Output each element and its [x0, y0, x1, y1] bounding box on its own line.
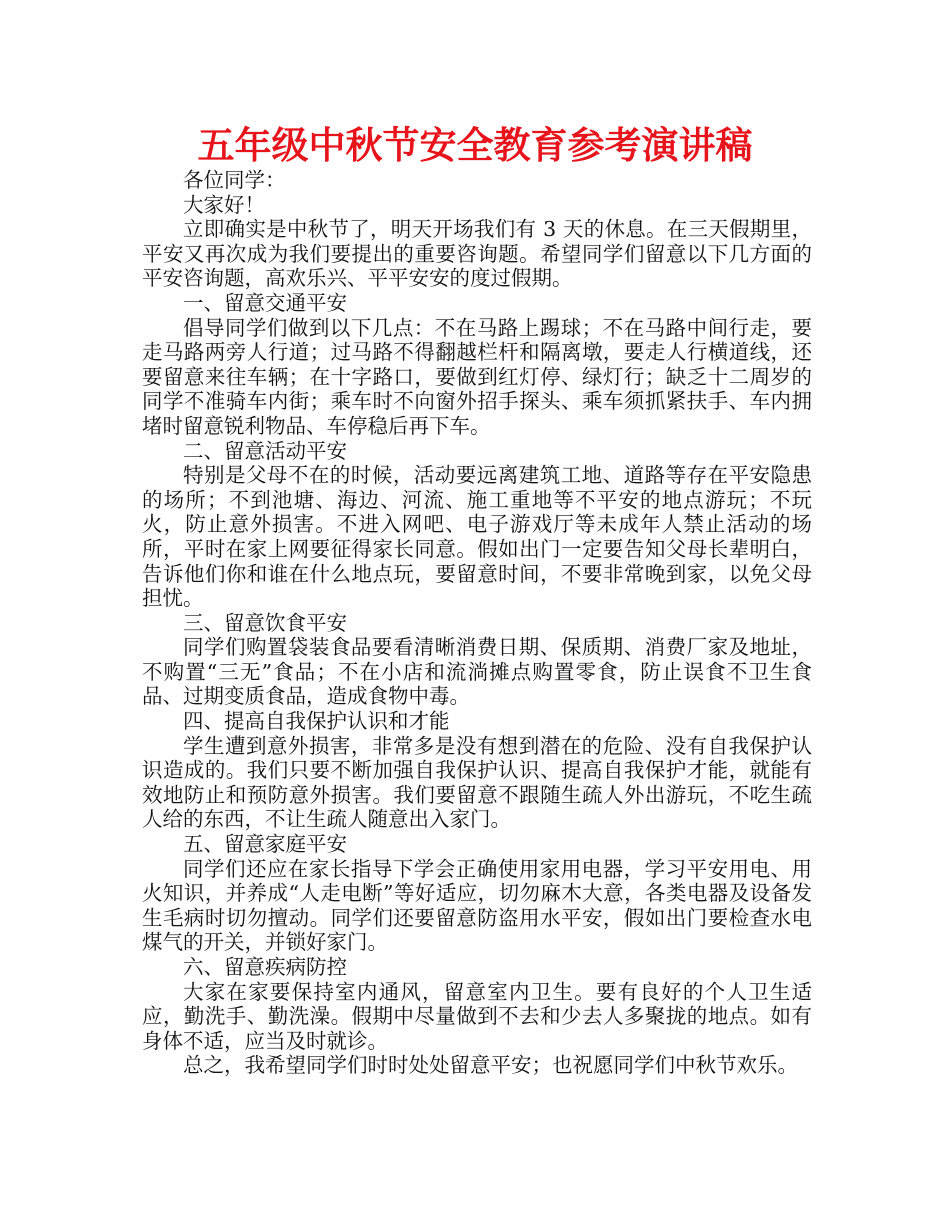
section-body-self-protection: 学生遭到意外损害，非常多是没有想到潜在的危险、没有自我保护认识造成的。我们只要不断加强自我保护认识、提高自我保护才能，就能有效地防止和预防意外损害。我们要留意不跟随生疏人外出游玩，不吃生疏人给的东西，不让生疏人随意出入家门。 [142, 733, 812, 832]
document-body [142, 168, 812, 1078]
greeting: 各位同学： [183, 168, 286, 192]
document-title: 五年级中秋节安全教育参考演讲稿 [197, 124, 753, 167]
section-heading-home: 五、留意家庭平安 [183, 832, 347, 857]
closing-paragraph: 总之，我希望同学们时时处处留意平安；也祝愿同学们中秋节欢乐。 [183, 1053, 798, 1078]
section-heading-food: 三、留意饮食平安 [183, 610, 347, 635]
section-body-home: 同学们还应在家长指导下学会正确使用家用电器，学习平安用电、用火知识，并养成“人走电断”等好适应，切勿麻木大意，各类电器及设备发生毛病时切勿擅动。同学们还要留意防盗用水平安，假如出门要检查水电煤气的开关，并锁好家门。 [142, 856, 812, 955]
section-heading-traffic: 一、留意交通平安 [183, 290, 347, 315]
greeting-hello: 大家好！ [183, 192, 265, 217]
section-body-activity: 特别是父母不在的时候，活动要远离建筑工地、道路等存在平安隐患的场所；不到池塘、海边、河流、施工重地等不平安的地点游玩；不玩火，防止意外损害。不进入网吧、电子游戏厅等未成年人禁止活动的场所，平时在家上网要征得家长同意。假如出门一定要告知父母长辈明白，告诉他们你和谁在什么地点玩，要留意时间，不要非常晚到家，以免父母担忧。 [142, 463, 812, 611]
intro-paragraph: 立即确实是中秋节了，明天开场我们有 3 天的休息。在三天假期里，平安又再次成为我们要提出的重要咨询题。希望同学们留意以下几方面的平安咨询题，高欢乐兴、平平安安的度过假期。 [142, 217, 812, 291]
section-body-traffic: 倡导同学们做到以下几点：不在马路上踢球；不在马路中间行走，要走马路两旁人行道；过马路不得翻越栏杆和隔离墩，要走人行横道线，还要留意来往车辆；在十字路口，要做到红灯停、绿灯行；缺乏十二周岁的同学不准骑车内街；乘车时不向窗外招手探头、乘车须抓紧扶手、车内拥堵时留意锐利物品、车停稳后再下车。 [142, 315, 812, 438]
section-body-disease: 大家在家要保持室内通风，留意室内卫生。要有良好的个人卫生适应，勤洗手、勤洗澡。假期中尽量做到不去和少去人多聚拢的地点。如有身体不适，应当及时就诊。 [142, 979, 812, 1053]
section-body-food: 同学们购置袋装食品要看清晰消费日期、保质期、消费厂家及地址，不购置“三无”食品；不在小店和流淌摊点购置零食，防止误食不卫生食品、过期变质食品，造成食物中毒。 [142, 635, 812, 709]
section-heading-activity: 二、留意活动平安 [183, 438, 347, 463]
section-heading-self-protection: 四、提高自我保护认识和才能 [183, 709, 450, 734]
section-heading-disease: 六、留意疾病防控 [183, 955, 347, 979]
